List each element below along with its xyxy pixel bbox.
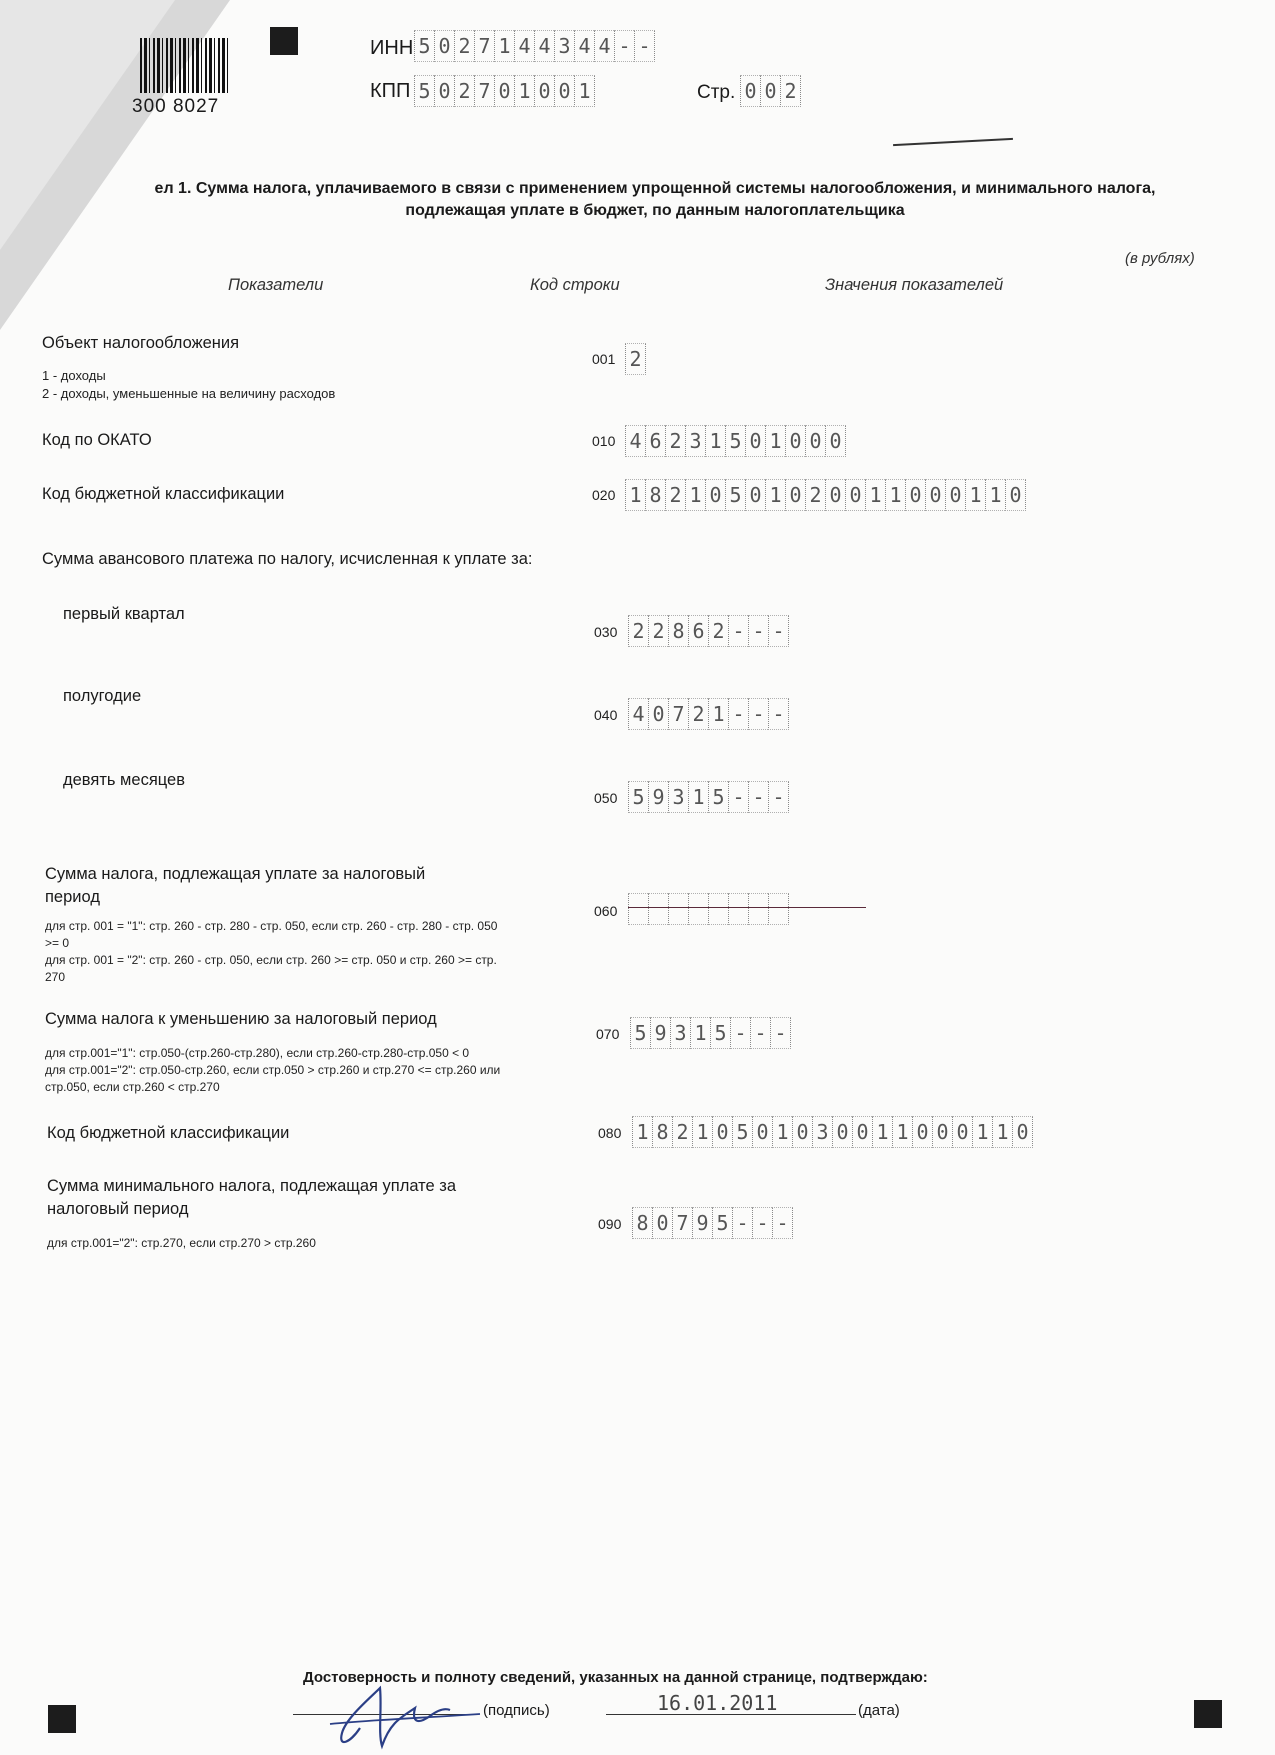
row-060-code: 060 [594, 903, 618, 919]
digit-cell: 1 [772, 1116, 792, 1148]
digit-cell: 2 [625, 343, 646, 375]
row-060-strike-line [628, 907, 866, 908]
digit-cell: - [614, 30, 634, 62]
digit-cell: 5 [630, 1017, 650, 1049]
digit-cell: - [732, 1207, 752, 1239]
kpp-cells [414, 75, 595, 107]
digit-cell [768, 893, 789, 925]
digit-cell: 5 [414, 30, 434, 62]
digit-cell: 7 [474, 30, 494, 62]
row-050-cells [628, 781, 789, 813]
digit-cell: 4 [625, 425, 645, 457]
row-070-cells [630, 1017, 791, 1049]
digit-cell: 1 [692, 1116, 712, 1148]
digit-cell: - [728, 615, 748, 647]
digit-cell: 0 [760, 75, 780, 107]
digit-cell: 1 [632, 1116, 652, 1148]
digit-cell: 1 [705, 425, 725, 457]
digit-cell: 2 [805, 479, 825, 511]
digit-cell: 2 [665, 425, 685, 457]
digit-cell: 2 [628, 615, 648, 647]
digit-cell: - [772, 1207, 793, 1239]
digit-cell: 0 [752, 1116, 772, 1148]
bottom-right-marker [1194, 1700, 1222, 1728]
digit-cell: 1 [865, 479, 885, 511]
digit-cell: 0 [648, 698, 668, 730]
row-030-cells [628, 615, 789, 647]
digit-cell: - [768, 615, 789, 647]
digit-cell: 0 [825, 425, 846, 457]
digit-cell: 5 [414, 75, 434, 107]
digit-cell: 0 [494, 75, 514, 107]
digit-cell: 0 [845, 479, 865, 511]
row-070-label: Сумма налога к уменьшению за налоговый период [45, 1010, 437, 1028]
row-060-note4: 270 [45, 970, 66, 984]
digit-cell: - [752, 1207, 772, 1239]
row-001-note2: 2 - доходы, уменьшенные на величину расходов [42, 386, 336, 401]
row-020-code: 020 [592, 487, 616, 503]
digit-cell: 5 [708, 781, 728, 813]
row-060-cells [628, 893, 789, 925]
digit-cell: 0 [1005, 479, 1026, 511]
barcode [140, 38, 228, 93]
digit-cell: 4 [534, 30, 554, 62]
digit-cell: 1 [690, 1017, 710, 1049]
row-030-label: первый квартал [63, 605, 185, 623]
digit-cell: - [770, 1017, 791, 1049]
row-001-cells [625, 343, 646, 375]
digit-cell: - [768, 698, 789, 730]
digit-cell: 3 [685, 425, 705, 457]
digit-cell: 1 [688, 781, 708, 813]
row-010-cells [625, 425, 846, 457]
signature [320, 1678, 490, 1750]
digit-cell: 1 [494, 30, 514, 62]
digit-cell: 2 [648, 615, 668, 647]
digit-cell: 0 [945, 479, 965, 511]
digit-cell: 1 [965, 479, 985, 511]
digit-cell: 0 [534, 75, 554, 107]
digit-cell: 0 [1012, 1116, 1033, 1148]
signature-label: (подпись) [483, 1702, 550, 1719]
row-090-cells [632, 1207, 793, 1239]
digit-cell [688, 893, 708, 925]
digit-cell: 1 [985, 479, 1005, 511]
row-080-label: Код бюджетной классификации [47, 1124, 290, 1142]
digit-cell: 8 [668, 615, 688, 647]
digit-cell: 0 [554, 75, 574, 107]
digit-cell: 0 [932, 1116, 952, 1148]
row-090-note1: для стр.001="2": стр.270, если стр.270 > стр.260 [47, 1236, 316, 1250]
bottom-left-marker [48, 1705, 76, 1733]
row-010-code: 010 [592, 433, 616, 449]
digit-cell: - [768, 781, 789, 813]
digit-cell: 0 [740, 75, 760, 107]
digit-cell: - [728, 781, 748, 813]
digit-cell: 2 [708, 615, 728, 647]
digit-cell: 3 [670, 1017, 690, 1049]
digit-cell: 3 [554, 30, 574, 62]
row-030-code: 030 [594, 624, 618, 640]
row-060-label2: период [45, 888, 100, 906]
digit-cell: 7 [668, 698, 688, 730]
digit-cell: 0 [952, 1116, 972, 1148]
row-050-code: 050 [594, 790, 618, 806]
digit-cell: - [634, 30, 655, 62]
digit-cell: - [730, 1017, 750, 1049]
digit-cell: - [748, 781, 768, 813]
digit-cell: 6 [688, 615, 708, 647]
digit-cell: 1 [514, 75, 534, 107]
digit-cell [628, 893, 648, 925]
digit-cell [648, 893, 668, 925]
digit-cell: 1 [708, 698, 728, 730]
digit-cell: 9 [650, 1017, 670, 1049]
digit-cell: 1 [885, 479, 905, 511]
digit-cell: 1 [872, 1116, 892, 1148]
kpp-label: КПП [370, 80, 411, 102]
digit-cell: 4 [514, 30, 534, 62]
section-title-line2: подлежащая уплате в бюджет, по данным налогоплательщика [405, 202, 905, 219]
row-020-cells [625, 479, 1026, 511]
row-020-label: Код бюджетной классификации [42, 485, 285, 503]
digit-cell: 2 [454, 75, 474, 107]
col-values: Значения показателей [825, 276, 1004, 294]
digit-cell: 5 [725, 425, 745, 457]
digit-cell: 9 [648, 781, 668, 813]
col-line-code: Код строки [530, 276, 620, 294]
digit-cell: 0 [712, 1116, 732, 1148]
row-040-code: 040 [594, 707, 618, 723]
section-title-line1: ел 1. Сумма налога, уплачиваемого в связи с применением упрощенной системы налогообложения, и минимального налога, [154, 180, 1156, 197]
digit-cell: 3 [668, 781, 688, 813]
digit-cell: 1 [625, 479, 645, 511]
row-001-note1: 1 - доходы [42, 368, 106, 383]
row-070-note2: для стр.001="2": стр.050-стр.260, если стр.050 > стр.260 и стр.270 <= стр.260 или [45, 1063, 501, 1077]
digit-cell: 8 [645, 479, 665, 511]
digit-cell: 7 [474, 75, 494, 107]
digit-cell: 8 [632, 1207, 652, 1239]
digit-cell: 0 [705, 479, 725, 511]
digit-cell: 8 [652, 1116, 672, 1148]
row-050-label: девять месяцев [63, 771, 185, 789]
row-040-cells [628, 698, 789, 730]
digit-cell: 0 [912, 1116, 932, 1148]
units-note: (в рублях) [1125, 250, 1195, 267]
digit-cell: 0 [434, 30, 454, 62]
digit-cell: 0 [852, 1116, 872, 1148]
barcode-number: 300 8027 [132, 96, 220, 117]
row-070-note3: стр.050, если стр.260 < стр.270 [45, 1080, 220, 1094]
digit-cell: 4 [628, 698, 648, 730]
digit-cell [748, 893, 768, 925]
row-060-note2: >= 0 [45, 936, 70, 950]
digit-cell: 1 [765, 425, 785, 457]
digit-cell: 2 [780, 75, 801, 107]
digit-cell: 4 [574, 30, 594, 62]
digit-cell: 0 [785, 479, 805, 511]
digit-cell: - [748, 698, 768, 730]
col-indicators: Показатели [228, 276, 324, 294]
inn-label: ИНН [370, 37, 414, 59]
row-060-label1: Сумма налога, подлежащая уплате за налоговый [45, 865, 426, 883]
digit-cell: 0 [745, 425, 765, 457]
digit-cell [668, 893, 688, 925]
digit-cell: 3 [812, 1116, 832, 1148]
digit-cell: 1 [972, 1116, 992, 1148]
row-090-label2: налоговый период [47, 1200, 189, 1218]
digit-cell: 2 [688, 698, 708, 730]
digit-cell: 5 [725, 479, 745, 511]
digit-cell: 7 [672, 1207, 692, 1239]
digit-cell: 2 [665, 479, 685, 511]
digit-cell [708, 893, 728, 925]
digit-cell: 0 [785, 425, 805, 457]
digit-cell: 9 [692, 1207, 712, 1239]
digit-cell: 0 [805, 425, 825, 457]
row-040-label: полугодие [63, 687, 142, 705]
digit-cell: 1 [765, 479, 785, 511]
digit-cell: 6 [645, 425, 665, 457]
digit-cell: 1 [574, 75, 595, 107]
digit-cell: 0 [652, 1207, 672, 1239]
inn-cells [414, 30, 655, 62]
row-080-cells [632, 1116, 1033, 1148]
advance-heading: Сумма авансового платежа по налогу, исчисленная к уплате за: [42, 550, 533, 568]
row-060-note3: для стр. 001 = "2": стр. 260 - стр. 050, если стр. 260 >= стр. 050 и стр. 260 >= стр. [45, 953, 497, 967]
row-060-note1: для стр. 001 = "1": стр. 260 - стр. 280 - стр. 050, если стр. 260 - стр. 280 - стр. 050 [45, 919, 498, 933]
digit-cell: 0 [925, 479, 945, 511]
page-label: Стр. [697, 82, 736, 103]
scan-mark [893, 138, 1013, 146]
top-marker [270, 27, 298, 55]
confirm-text: Достоверность и полноту сведений, указанных на данной странице, подтверждаю: [303, 1669, 928, 1686]
page-cells [740, 75, 801, 107]
digit-cell: 0 [434, 75, 454, 107]
digit-cell: 5 [710, 1017, 730, 1049]
digit-cell: - [750, 1017, 770, 1049]
digit-cell [728, 893, 748, 925]
digit-cell: 4 [594, 30, 614, 62]
digit-cell: 2 [454, 30, 474, 62]
digit-cell: 5 [712, 1207, 732, 1239]
digit-cell: 0 [905, 479, 925, 511]
digit-cell: 2 [672, 1116, 692, 1148]
digit-cell: 5 [628, 781, 648, 813]
digit-cell: 0 [832, 1116, 852, 1148]
row-080-code: 080 [598, 1125, 622, 1141]
digit-cell: 0 [745, 479, 765, 511]
digit-cell: - [728, 698, 748, 730]
digit-cell: 1 [892, 1116, 912, 1148]
digit-cell: 0 [825, 479, 845, 511]
row-001-code: 001 [592, 351, 616, 367]
row-070-code: 070 [596, 1026, 620, 1042]
digit-cell: 5 [732, 1116, 752, 1148]
digit-cell: 0 [792, 1116, 812, 1148]
row-090-code: 090 [598, 1216, 622, 1232]
row-010-label: Код по ОКАТО [42, 431, 152, 449]
section-title [55, 178, 1255, 222]
digit-cell: 1 [685, 479, 705, 511]
row-001-label: Объект налогообложения [42, 334, 240, 352]
digit-cell: 1 [992, 1116, 1012, 1148]
row-090-label1: Сумма минимального налога, подлежащая уплате за [47, 1177, 457, 1195]
row-070-note1: для стр.001="1": стр.050-(стр.260-стр.280), если стр.260-стр.280-стр.050 < 0 [45, 1046, 470, 1060]
digit-cell: - [748, 615, 768, 647]
date-value: 16.01.2011 [657, 1691, 778, 1715]
date-label: (дата) [858, 1702, 900, 1719]
